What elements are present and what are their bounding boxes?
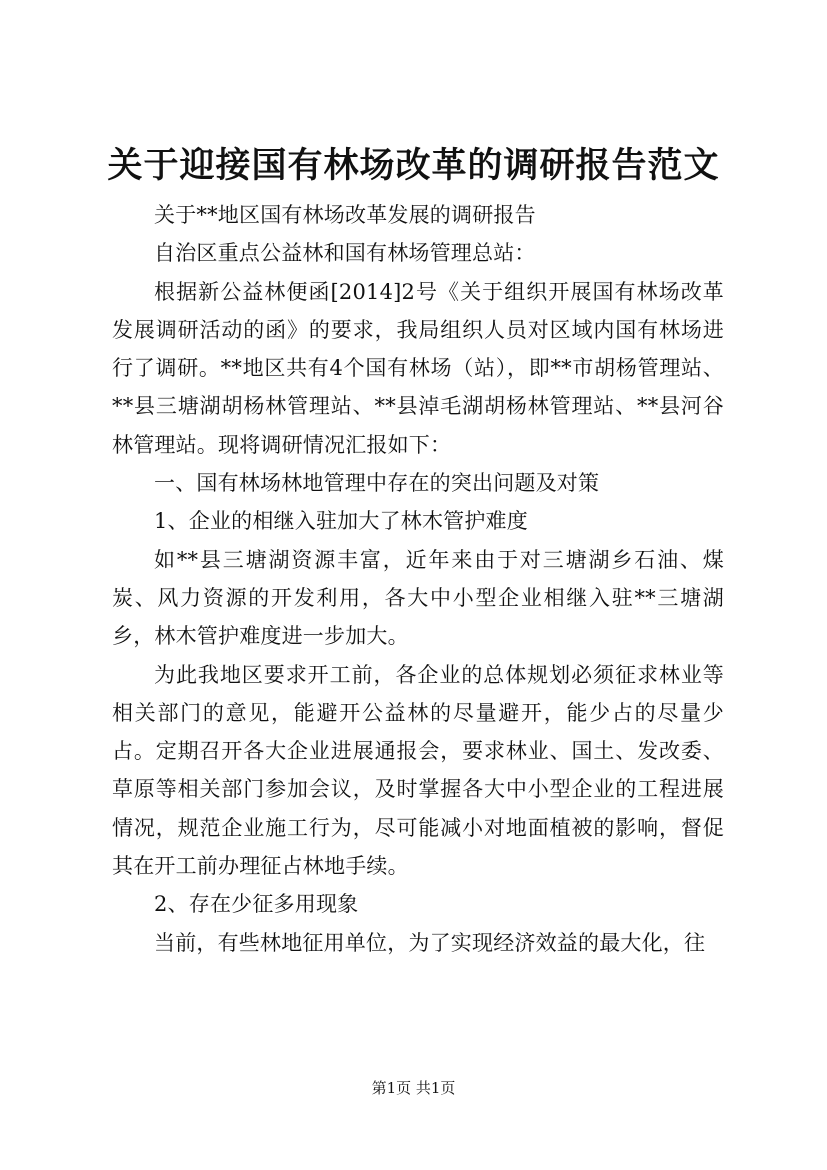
paragraph	[112, 541, 724, 656]
section-heading: 一、国有林场林地管理中存在的突出问题及对策	[154, 471, 600, 496]
paragraph-text: 为此我地区要求开工前，各企业的总体规划必须征求林业等相关部门的意见，能避开公益林的尽量避开，能少占的尽量少占。定期召开各大企业进展通报会，要求林业、国土、发改委、草原等相关部门参加会议，及时掌握各大中小型企业的工程进展情况，规范企业施工行为，尽可能减小对地面植被的影响，督促其在开工前办理征占林地手续。	[112, 662, 724, 879]
page-footer: 第1页 共1页	[371, 1079, 456, 1097]
document-body	[112, 196, 724, 962]
paragraph-text: 如**县三塘湖资源丰富，近年来由于对三塘湖乡石油、煤炭、风力资源的开发利用，各大中小型企业相继入驻**三塘湖乡，林木管护难度进一步加大。	[112, 547, 724, 649]
document-title: 关于迎接国有林场改革的调研报告范文	[107, 145, 720, 186]
paragraph	[112, 273, 724, 465]
document-subtitle: 关于**地区国有林场改革发展的调研报告	[154, 203, 536, 227]
paragraph-text: 当前，有些林地征用单位，为了实现经济效益的最大化，往	[154, 930, 706, 955]
subsection-heading: 2、存在少征多用现象	[154, 892, 359, 917]
paragraph-text: 根据新公益林便函[2014]2号《关于组织开展国有林场改革发展调研活动的函》的要求，我局组织人员对区域内国有林场进行了调研。**地区共有4个国有林场（站），即**市胡杨管理站、**县三塘湖胡杨林管理站、**县淖毛湖胡杨林管理站、**县河谷林管理站。现将调研情况汇报如下：	[112, 279, 724, 457]
subsection-heading: 1、企业的相继入驻加大了林木管护难度	[154, 509, 528, 534]
paragraph	[112, 656, 724, 886]
salutation: 自治区重点公益林和国有林场管理总站：	[154, 241, 536, 266]
